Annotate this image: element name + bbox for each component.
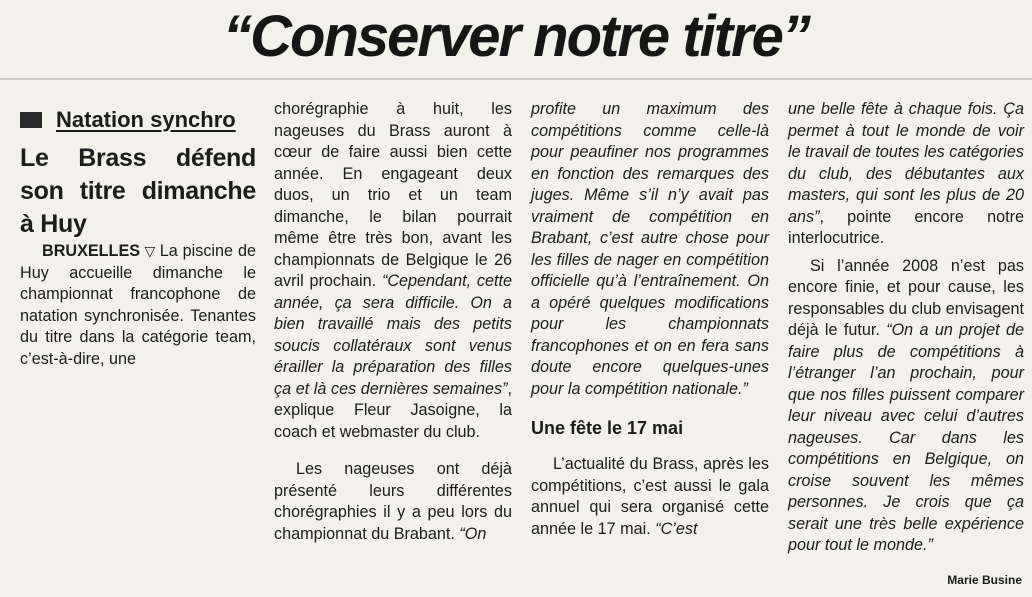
quote-text: “On a un projet de faire plus de compétitions à l’étranger l’an prochain, pour que nos filles puissent comparer leur niveau avec celui d’autres nageuses. Car dans les compétitions en Belgique, on croise souvent les mêmes personnes. Je crois que ça serait une très belle expérience pour tout le monde.” xyxy=(788,321,1024,554)
intertitle: Une fête le 17 mai xyxy=(531,418,684,438)
paragraph-text: chorégraphie à huit, les nageuses du Brass auront à cœur de faire aussi bien cette année. En engageant deux duos, un trio et un team dimanche, le bilan pourrait même être très bon, avant les championnats de Belgique le 26 avril prochain. xyxy=(274,100,512,290)
article-subhead: Le Brass défend son titre dimanche à Huy xyxy=(20,144,256,238)
dateline: BRUXELLES xyxy=(42,242,141,260)
paragraph xyxy=(274,459,512,545)
headline: “Conserver notre titre” xyxy=(223,4,809,69)
kicker-label: Natation synchro xyxy=(56,107,236,132)
column-3 xyxy=(531,99,769,540)
paragraph xyxy=(788,99,1024,250)
paragraph xyxy=(531,454,769,540)
quote-text: “C’est xyxy=(655,519,698,538)
paragraph-text: L’actualité du Brass, après les compétitions, c’est aussi le gala annuel qui sera organisé cette année le 17 mai. xyxy=(531,455,769,538)
paragraph-text: , pointe encore notre interlocutrice. xyxy=(788,207,1024,247)
paragraph xyxy=(788,256,1024,557)
quote-paragraph: profite un maximum des compétitions comme celle-là pour peaufiner nos programmes en fonction des remarques des juges. Même s’il n’y avait pas vraiment de compétition en Brabant, c’est autre chose pour les filles de nager en compétition officielle qu’à l’entraînement. On a opéré quelques modifications pour les championnats francophones et on en fera sans doute encore quelques-unes pour la compétition nationale.” xyxy=(531,100,769,398)
paragraph xyxy=(274,99,512,443)
column-4 xyxy=(788,99,1024,557)
section-kicker xyxy=(20,106,256,134)
kicker-square-icon xyxy=(20,112,42,128)
paragraph-text: , explique Fleur Jasoigne, la coach et webmaster du club. xyxy=(274,379,512,441)
intro-text: La piscine de Huy accueille dimanche le championnat francophone de natation synchronisée. Tenantes du titre dans la catégorie team, c’est-à-dire, une xyxy=(20,242,256,368)
paragraph-text: Si l’année 2008 n’est pas encore finie, et pour cause, les responsables du club envisagent déjà le futur. xyxy=(788,256,1024,339)
byline: Marie Busine xyxy=(947,573,1022,587)
column-1 xyxy=(20,98,256,370)
dateline-triangle-icon: ▽ xyxy=(144,243,156,259)
quote-text: une belle fête à chaque fois. Ça permet à tout le monde de voir le travail de toutes les catégories du club, des débutantes aux masters, qui sont les plus de 20 ans” xyxy=(788,100,1024,226)
quote-text: “Cependant, cette année, ça sera difficile. On a bien travaillé mais des petits soucis collatéraux sont venus érailler la préparation des filles ça et là ces dernières semaines” xyxy=(274,272,512,398)
quote-text: “On xyxy=(459,524,487,543)
intro-paragraph xyxy=(20,241,256,370)
paragraph-text: Les nageuses ont déjà présenté leurs différentes chorégraphies il y a peu lors du championnat du Brabant. xyxy=(274,460,512,543)
column-2 xyxy=(274,99,512,545)
header-rule xyxy=(0,78,1032,80)
